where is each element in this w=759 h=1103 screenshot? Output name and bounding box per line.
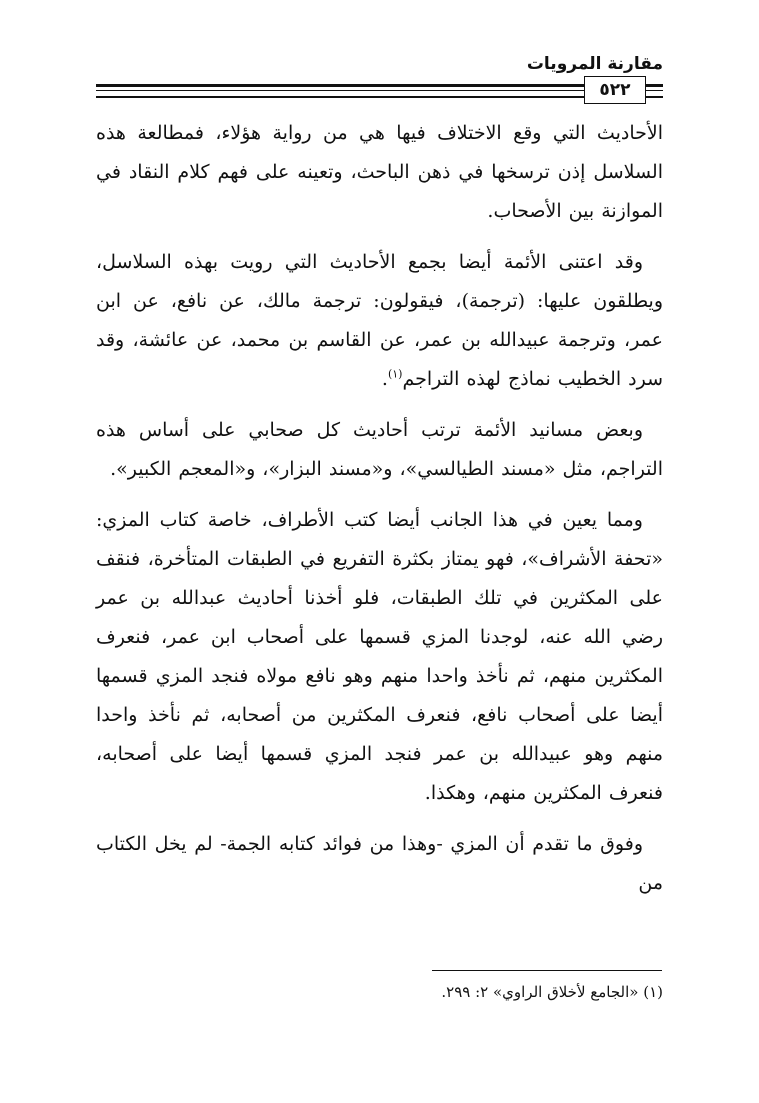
paragraph	[96, 243, 663, 399]
footnote: (١) «الجامع لأخلاق الراوي» ٢: ٢٩٩.	[441, 983, 663, 1001]
running-title: مقارنة المرويات	[526, 54, 663, 74]
body-text	[96, 114, 663, 915]
page-number: ٥٢٢	[584, 76, 646, 104]
paragraph: ومما يعين في هذا الجانب أيضا كتب الأطراف، خاصة كتاب المزي: «تحفة الأشراف»، فهو يمتاز بكثرة التفريع في الطبقات المتأخرة، فنقف على المكثرين في تلك الطبقات، فلو أخذنا أحاديث عبدالله بن عمر رضي الله عنه، لوجدنا المزي قسمها على أصحاب ابن عمر، فنعرف المكثرين منهم، ثم نأخذ واحدا منهم وهو نافع مولاه فنجد المزي قسمها أيضا على أصحاب نافع، فنعرف المكثرين من أصحابه، ثم نأخذ واحدا منهم وهو عبيدالله بن عمر فنجد المزي قسمها أيضا على أصحابه، فنعرف المكثرين منهم، وهكذا.	[96, 509, 664, 804]
footnote-separator	[432, 970, 662, 971]
paragraph: وفوق ما تقدم أن المزي -وهذا من فوائد كتابه الجمة- لم يخل الكتاب من	[96, 833, 663, 894]
header-rule-thin	[96, 90, 663, 91]
paragraph-end: .	[381, 368, 388, 390]
paragraph: الأحاديث التي وقع الاختلاف فيها هي من رواية هؤلاء، فمطالعة هذه السلاسل إذن ترسخها في ذهن الباحث، وتعينه على فهم كلام النقاد في الموازنة بين الأصحاب.	[96, 122, 663, 222]
paragraph: وبعض مسانيد الأئمة ترتب أحاديث كل صحابي على أساس هذه التراجم، مثل «مسند الطيالسي»، و«مسند البزار»، و«المعجم الكبير».	[96, 419, 663, 480]
paragraph-text: وقد اعتنى الأئمة أيضا بجمع الأحاديث التي رويت بهذه السلاسل، ويطلقون عليها: (ترجمة)، فيقولون: ترجمة مالك، عن نافع، عن ابن عمر، وترجمة عبيدالله بن عمر، عن القاسم بن محمد، عن عائشة، وقد سرد الخطيب نماذج لهذه التراجم	[96, 251, 663, 390]
footnote-reference: (١)	[387, 367, 403, 381]
header-rule-thick	[96, 84, 663, 87]
header-rule-lower	[96, 96, 663, 98]
page-header	[96, 52, 663, 102]
